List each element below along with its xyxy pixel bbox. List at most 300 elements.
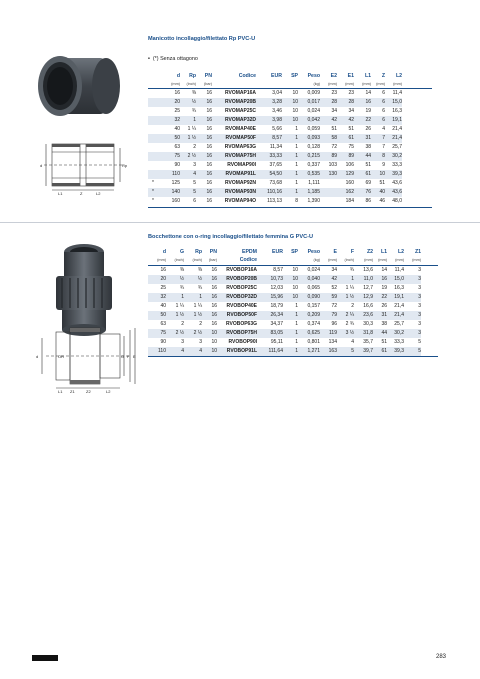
col2-eur: EUR <box>272 249 283 255</box>
table-cell: 103 <box>328 162 337 168</box>
drawing2-label-e: E <box>133 354 136 359</box>
table-cell: 50 <box>174 135 180 141</box>
table-cell: 10 <box>292 276 298 282</box>
table-cell: 1 <box>295 153 298 159</box>
table-cell: 0,215 <box>307 153 320 159</box>
table-cell: RVOBOP75H <box>226 330 257 336</box>
table-cell: 34,37 <box>270 321 283 327</box>
table-cell: 0,017 <box>307 99 320 105</box>
table-cell: 16,6 <box>363 303 373 309</box>
table-cell <box>320 179 337 188</box>
col2-z2: Z2 <box>366 249 373 255</box>
table-cell: 130 <box>328 171 337 177</box>
table-cell: 14 <box>365 90 371 96</box>
table-row <box>148 161 402 170</box>
table-cell: 50 <box>160 312 166 318</box>
table-cell: 1 ¼ <box>345 285 354 291</box>
table-cell: 0,090 <box>307 294 320 300</box>
table-cell: * <box>152 198 154 204</box>
table-cell: 69 <box>365 180 371 186</box>
table-row <box>148 125 402 134</box>
table-cell: 8,57 <box>272 135 282 141</box>
table1-body <box>148 89 402 206</box>
table-row <box>148 338 421 347</box>
col2-f: F <box>350 249 354 255</box>
table-cell: 31 <box>365 135 371 141</box>
table-cell: 8,57 <box>273 267 283 273</box>
table-cell: 39,7 <box>363 348 373 354</box>
table-cell: 1 <box>295 180 298 186</box>
table-cell: 2 ½ <box>187 153 196 159</box>
table-cell: 0,209 <box>307 312 320 318</box>
table-cell: 32 <box>160 294 166 300</box>
table-cell: 113,13 <box>267 198 282 204</box>
table-cell: 30,2 <box>394 330 404 336</box>
table-cell: 42 <box>331 276 337 282</box>
table-cell: 0,801 <box>307 339 320 345</box>
table-cell: 3 <box>418 294 421 300</box>
col2-l2: L2 <box>397 249 404 255</box>
col2-e: E <box>333 249 337 255</box>
coupling-drawing <box>36 138 132 196</box>
col-l1: L1 <box>364 73 371 79</box>
table-cell: 51 <box>379 180 385 186</box>
table-cell: 1 <box>193 117 196 123</box>
table-cell: 38 <box>365 144 371 150</box>
table-cell: 95,11 <box>270 339 283 345</box>
table-cell: 119 <box>329 330 337 336</box>
table-cell: 3 <box>418 267 421 273</box>
table-row <box>148 275 421 284</box>
table-cell: 20 <box>174 99 180 105</box>
table-cell: 16 <box>206 90 212 96</box>
table-cell: 30,3 <box>363 321 373 327</box>
table-cell: ⅜ <box>179 267 184 273</box>
table-cell: 90 <box>174 162 180 168</box>
table-cell: 16 <box>206 171 212 177</box>
table-cell: 21,4 <box>392 135 402 141</box>
table-cell: 96 <box>331 321 337 327</box>
table-cell: 2 <box>193 144 196 150</box>
table-cell: 16 <box>365 99 371 105</box>
table-cell: 0,024 <box>307 108 320 114</box>
table-cell: 7 <box>382 135 385 141</box>
table-cell: 1 <box>295 348 298 354</box>
table-cell: 6 <box>382 117 385 123</box>
table-cell: 3,04 <box>272 90 282 96</box>
table-cell: 10 <box>292 99 298 105</box>
table-cell: ¾ <box>197 285 202 291</box>
section1-title: Manicotto incollaggio/filettato Rp PVC-U <box>148 36 256 42</box>
table-cell: 4 <box>382 126 385 132</box>
col-d: d <box>176 73 180 79</box>
table-cell: 23 <box>348 90 354 96</box>
table-cell: 40 <box>379 189 385 195</box>
col2-code: Codice <box>239 257 257 263</box>
table-cell: 0,009 <box>307 90 320 96</box>
table-cell: 15,0 <box>392 99 402 105</box>
col-code: Codice <box>238 73 256 79</box>
table-cell: ½ <box>197 276 202 282</box>
table-row <box>148 89 402 98</box>
note-bullet: • <box>148 56 150 62</box>
table-cell: 75 <box>160 330 166 336</box>
col2-sp: SP <box>291 249 298 255</box>
table-cell: 20 <box>160 276 166 282</box>
table-cell: 16 <box>211 294 217 300</box>
table-row <box>148 152 402 161</box>
table-row <box>148 107 402 116</box>
table-cell: 16 <box>174 90 180 96</box>
table-cell: 1 ½ <box>175 312 184 318</box>
table-cell: 25,7 <box>394 321 404 327</box>
table-cell: RVOBOP32D <box>226 294 257 300</box>
table-cell: 16 <box>381 276 387 282</box>
table-cell: 2 <box>351 303 354 309</box>
table-cell: 3 <box>418 312 421 318</box>
table-cell: 30,2 <box>392 153 402 159</box>
col-z: Z <box>381 73 385 79</box>
table-cell: 31 <box>381 312 387 318</box>
table-cell: 16 <box>206 117 212 123</box>
table-cell: 16 <box>211 321 217 327</box>
table-cell: 110,16 <box>267 189 282 195</box>
table-cell: RVOMAP94O <box>224 198 256 204</box>
table-cell: 52 <box>331 285 337 291</box>
table-cell: 33,3 <box>394 339 404 345</box>
table-cell: 58 <box>331 135 337 141</box>
table-row <box>148 311 421 320</box>
section2-title: Bocchettone con o-ring incollaggio/filettato femmina G PVC-U <box>148 234 314 240</box>
table-cell: 40 <box>160 303 166 309</box>
table-cell: 1 <box>295 321 298 327</box>
table-row <box>148 293 421 302</box>
table-cell: 0,065 <box>307 285 320 291</box>
drawing2-label-or: OR <box>58 354 64 359</box>
col-rp: Rp <box>189 73 196 79</box>
table-cell <box>320 188 337 197</box>
table-cell <box>320 197 337 206</box>
table-cell: 16 <box>206 108 212 114</box>
table-cell: 76 <box>365 189 371 195</box>
table-cell: 26,34 <box>270 312 283 318</box>
table-cell: 10 <box>211 348 217 354</box>
table-cell: 12,7 <box>363 285 373 291</box>
col2-epdm: EPDM <box>242 249 257 255</box>
table-cell: 44 <box>365 153 371 159</box>
table-cell: 11,34 <box>269 144 282 150</box>
table-cell: 5 <box>193 180 196 186</box>
table-cell: 0,625 <box>307 330 320 336</box>
table-cell: 3 ½ <box>345 330 354 336</box>
table-cell: 2 ½ <box>193 330 202 336</box>
table-cell: 26 <box>365 126 371 132</box>
table-cell: 37,65 <box>269 162 282 168</box>
table2-bottom-rule <box>148 356 438 357</box>
table-cell: 51 <box>348 126 354 132</box>
table-cell: RVOBOP20B <box>226 276 257 282</box>
table-cell: 1 <box>295 339 298 345</box>
table-cell: 163 <box>328 348 337 354</box>
table-cell: RVOBOP25C <box>226 285 257 291</box>
union-drawing <box>34 326 140 394</box>
table-cell: 16,3 <box>392 108 402 114</box>
table-cell: 0,040 <box>307 276 320 282</box>
table-row <box>148 302 421 311</box>
table-cell: 5,66 <box>272 126 282 132</box>
table-cell: 16 <box>211 312 217 318</box>
col2-rp: Rp <box>195 249 202 255</box>
table-cell: RVOBOP16A <box>226 267 257 273</box>
table-cell: 0,337 <box>307 162 320 168</box>
table-cell: 0,374 <box>307 321 320 327</box>
table-cell: 3 <box>418 285 421 291</box>
table-cell: 6 <box>382 90 385 96</box>
table-cell: ¾ <box>191 108 196 114</box>
table-cell: ¾ <box>179 285 184 291</box>
col-e2: E2 <box>330 73 337 79</box>
table-cell: 12,03 <box>270 285 283 291</box>
drawing1-label-d: d <box>40 163 43 168</box>
table-row <box>148 347 421 356</box>
table-row <box>148 143 402 152</box>
page-number: 283 <box>435 654 446 660</box>
drawing1-label-l1: L1 <box>58 191 63 196</box>
table2-header <box>148 248 421 257</box>
table-cell: 75 <box>348 144 354 150</box>
table-cell: ⅜ <box>191 90 196 96</box>
table-cell: 1 ½ <box>193 312 202 318</box>
table-cell: 129 <box>345 171 354 177</box>
table-cell: 1,271 <box>307 348 320 354</box>
table-cell: 1 ¼ <box>193 303 202 309</box>
table-cell: RVOMAP20B <box>224 99 256 105</box>
table-cell: 16 <box>206 126 212 132</box>
section-divider <box>0 222 480 223</box>
table-cell: 10 <box>211 330 217 336</box>
table-cell: 26 <box>381 303 387 309</box>
table1-units: (mm) (inch) (bar) (kg) (mm) (mm) (mm) (mm) (mm) <box>171 82 402 86</box>
table-row <box>148 197 402 206</box>
drawing1-label-rp: Rp <box>122 163 128 168</box>
table-cell: 11,0 <box>363 276 373 282</box>
col-eur: EUR <box>271 73 282 79</box>
table-cell: RVOBOP63G <box>225 321 257 327</box>
table-cell: 6 <box>382 108 385 114</box>
table-cell: 0,157 <box>307 303 320 309</box>
table-cell: 33,3 <box>392 162 402 168</box>
table-cell: 1,185 <box>307 189 320 195</box>
table-cell: 51 <box>331 126 337 132</box>
table-cell: 16 <box>206 144 212 150</box>
table-cell: 1 <box>295 189 298 195</box>
table-cell: 13,6 <box>363 267 373 273</box>
table-cell: 16 <box>206 162 212 168</box>
table-cell: 1 <box>295 312 298 318</box>
table-cell: 16 <box>206 99 212 105</box>
table-cell: 42 <box>348 117 354 123</box>
table-cell: 19 <box>381 285 387 291</box>
table-cell: 2 ¾ <box>345 321 354 327</box>
drawing1-label-z: Z <box>80 191 83 196</box>
table-cell: 19 <box>365 108 371 114</box>
coupling-photo <box>34 44 124 128</box>
table-cell: 35,7 <box>363 339 373 345</box>
table-row <box>148 179 402 188</box>
table-cell: 1 <box>295 162 298 168</box>
table-cell: 16 <box>206 189 212 195</box>
table-cell: 59 <box>331 294 337 300</box>
table-cell: 19,1 <box>392 117 402 123</box>
table-cell: RVOMAP90I <box>227 162 256 168</box>
table-cell: 79 <box>331 312 337 318</box>
col2-z1: Z1 <box>414 249 421 255</box>
col-pn: PN <box>204 73 212 79</box>
table-cell: 2 ¼ <box>345 312 354 318</box>
col-sp: SP <box>291 73 298 79</box>
table-cell: 1 ½ <box>187 135 196 141</box>
table-cell: 125 <box>171 180 180 186</box>
union-photo <box>42 240 126 338</box>
table-cell: 42 <box>331 117 337 123</box>
table-cell: 89 <box>348 153 354 159</box>
col2-pn: PN <box>209 249 217 255</box>
table-cell: 134 <box>328 339 337 345</box>
col2-l1: L1 <box>380 249 387 255</box>
table-cell: 3 <box>199 339 202 345</box>
table-cell: 25 <box>160 285 166 291</box>
table-cell: 1 <box>295 303 298 309</box>
table-cell: 16 <box>211 276 217 282</box>
table-cell: 10 <box>292 285 298 291</box>
table-cell: 0,024 <box>307 267 320 273</box>
table-cell: 0,059 <box>307 126 320 132</box>
table-cell: 2 ½ <box>175 330 184 336</box>
table-cell: 10 <box>379 171 385 177</box>
table-cell: 1,111 <box>308 180 320 186</box>
table-cell: 2 <box>199 321 202 327</box>
table-cell: 10 <box>292 117 298 123</box>
table-cell: 162 <box>345 189 354 195</box>
table-row <box>148 320 421 329</box>
table-cell: RVOMAP32D <box>224 117 256 123</box>
table-cell: 4 <box>193 171 196 177</box>
table-cell: 63 <box>160 321 166 327</box>
table-cell: 10 <box>211 339 217 345</box>
table-cell: 5 <box>418 348 421 354</box>
table-cell: 46 <box>379 198 385 204</box>
table-cell: 4 <box>181 348 184 354</box>
table-cell: 16,3 <box>394 285 404 291</box>
table1-bottom-rule <box>148 207 432 208</box>
drawing2-label-f: F <box>127 354 130 359</box>
drawing1-label-l2: L2 <box>96 191 101 196</box>
table-cell: 0,042 <box>307 117 320 123</box>
table-cell: 3,28 <box>272 99 282 105</box>
table-cell: 3 <box>418 321 421 327</box>
col-e1: E1 <box>347 73 354 79</box>
table-cell: 3 <box>181 339 184 345</box>
table-cell: 1 <box>295 135 298 141</box>
table-cell: ½ <box>179 276 184 282</box>
table-cell: RVOMAP75H <box>224 153 256 159</box>
table-cell: 34 <box>331 108 337 114</box>
table-cell: 16 <box>206 180 212 186</box>
drawing2-label-g: G <box>121 354 125 359</box>
table-cell: 10 <box>292 294 298 300</box>
table-cell: 184 <box>345 198 354 204</box>
table-cell: 25 <box>174 108 180 114</box>
table-cell: 90 <box>160 339 166 345</box>
table-cell: 23,6 <box>363 312 373 318</box>
table-cell: 110 <box>158 348 166 354</box>
table-cell: 2 <box>181 321 184 327</box>
table-cell: RVOMAP63G <box>224 144 256 150</box>
table-cell: 0,093 <box>307 135 320 141</box>
table-cell: 1 <box>295 144 298 150</box>
table-cell: 15,0 <box>394 276 404 282</box>
table-cell: 16 <box>206 153 212 159</box>
table-cell: RVOMAP40E <box>225 126 256 132</box>
table-cell: 63 <box>174 144 180 150</box>
table1-header <box>148 72 402 81</box>
table-row <box>148 266 421 275</box>
table-cell: 16 <box>206 135 212 141</box>
table-cell: 54,50 <box>269 171 282 177</box>
table-cell: 1 ¼ <box>175 303 184 309</box>
table-cell: 3,98 <box>272 117 282 123</box>
table-cell: 6 <box>193 198 196 204</box>
table-cell: ¾ <box>349 267 354 273</box>
table-cell: 4 <box>351 339 354 345</box>
table-cell: 75 <box>174 153 180 159</box>
table-cell: 40 <box>174 126 180 132</box>
table-cell: 18,79 <box>270 303 283 309</box>
table-cell: 7 <box>382 144 385 150</box>
table-cell: 11,4 <box>392 90 402 96</box>
table-cell: 5 <box>418 339 421 345</box>
table-cell: 34 <box>348 108 354 114</box>
table-cell: 38 <box>381 321 387 327</box>
drawing2-label-d: d <box>36 354 39 359</box>
table-cell: 33,33 <box>269 153 282 159</box>
table-cell: 1 <box>199 294 202 300</box>
table-cell: RVOMAP92N <box>224 180 256 186</box>
drawing2-label-z1: Z1 <box>70 389 75 394</box>
table-cell: 9 <box>382 162 385 168</box>
footnote-no-octagon: • (*) Senza ottagono <box>148 56 198 62</box>
table2-units: (mm) (inch) (inch) (bar) Codice (kg) (mm) (inch) (mm) (mm) (mm) (mm) <box>157 257 421 263</box>
drawing2-label-l2: L2 <box>106 389 111 394</box>
table-cell: RVOMAP50F <box>225 135 256 141</box>
table-cell: 83,05 <box>270 330 283 336</box>
table-cell: 4 <box>199 348 202 354</box>
table-cell: 0,128 <box>307 144 320 150</box>
table-cell: 43,6 <box>392 180 402 186</box>
table-cell: 10,73 <box>270 276 283 282</box>
table-cell: 1 <box>181 294 184 300</box>
drawing2-label-l1: L1 <box>58 389 63 394</box>
table-cell: 48,0 <box>392 198 402 204</box>
table-cell: 16 <box>211 285 217 291</box>
table-cell: 11,4 <box>394 267 404 273</box>
table-cell: 5 <box>193 189 196 195</box>
table-cell: 16 <box>211 267 217 273</box>
table-cell: ½ <box>191 99 196 105</box>
table-cell: 34 <box>331 267 337 273</box>
table-cell: 3 <box>193 162 196 168</box>
table-cell: 1,390 <box>307 198 320 204</box>
